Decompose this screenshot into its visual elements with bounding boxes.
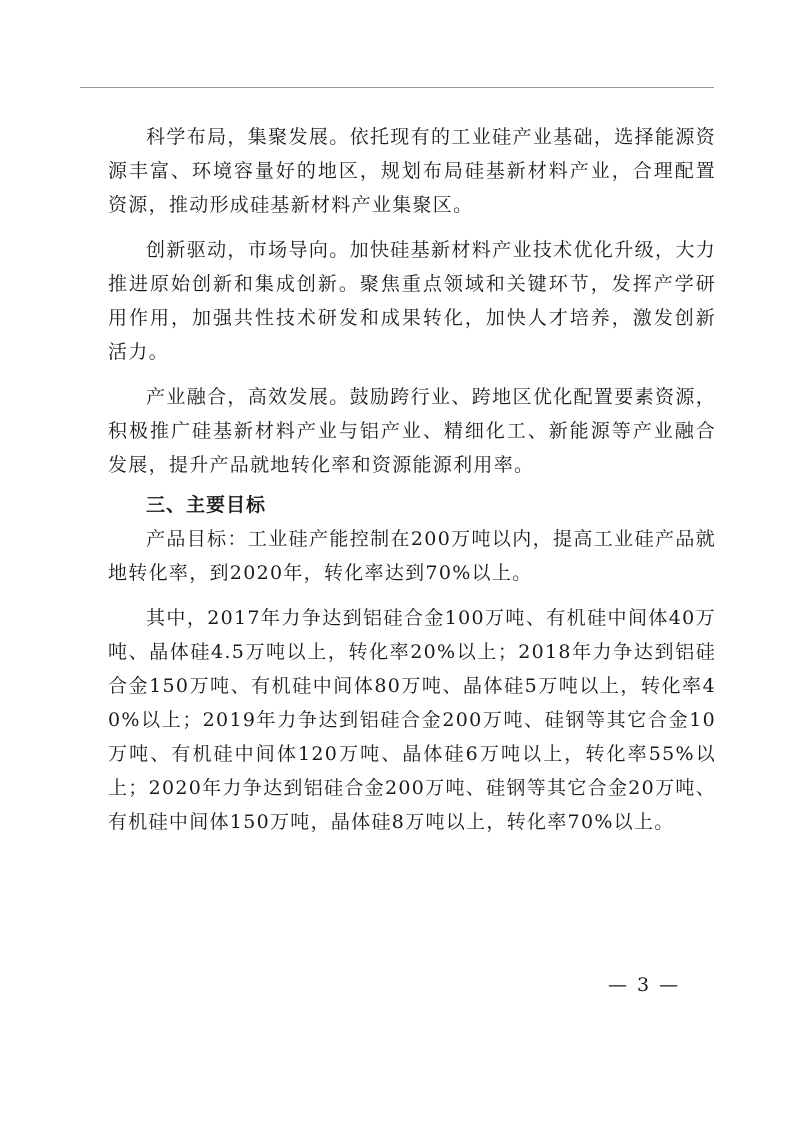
paragraph-product-goal: 产品目标：工业硅产能控制在200万吨以内，提高工业硅产品就地转化率，到2020年，转化率达到70%以上。 [108,528,716,584]
section-heading: 三、主要目标 [146,494,267,516]
paragraph-industry-integration: 产业融合，高效发展。鼓励跨行业、跨地区优化配置要素资源，积极推广硅基新材料产业与铝产业、精细化工、新能源等产业融合发展，提升产品就地转化率和资源能源利用率。 [108,386,716,476]
paragraph-yearly-targets: 其中，2017年力争达到铝硅合金100万吨、有机硅中间体40万吨、晶体硅4.5万吨以上，转化率20%以上；2018年力争达到铝硅合金150万吨、有机硅中间体80万吨、晶体硅5万吨以上，转化率40%以上；2019年力争达到铝硅合金200万吨、硅钢等其它合金10万吨、有机硅中间体120万吨、晶体硅6万吨以上，转化率55%以上；2020年力争达到铝硅合金200万吨、硅钢等其它合金20万吨、有机硅中间体150万吨，晶体硅8万吨以上，转化率70%以上。 [108,607,716,833]
paragraph-innovation-driven: 创新驱动，市场导向。加快硅基新材料产业技术优化升级，大力推进原始创新和集成创新。聚焦重点领域和关键环节，发挥产学研用作用，加强共性技术研发和成果转化，加快人才培养，激发创新活力。 [108,239,716,363]
document-body [108,120,716,839]
paragraph-scientific-layout: 科学布局，集聚发展。依托现有的工业硅产业基础，选择能源资源丰富、环境容量好的地区，规划布局硅基新材料产业，合理配置资源，推动形成硅基新材料产业集聚区。 [108,126,716,216]
page-number: — 3 — [608,974,681,996]
header-rule [80,87,714,88]
